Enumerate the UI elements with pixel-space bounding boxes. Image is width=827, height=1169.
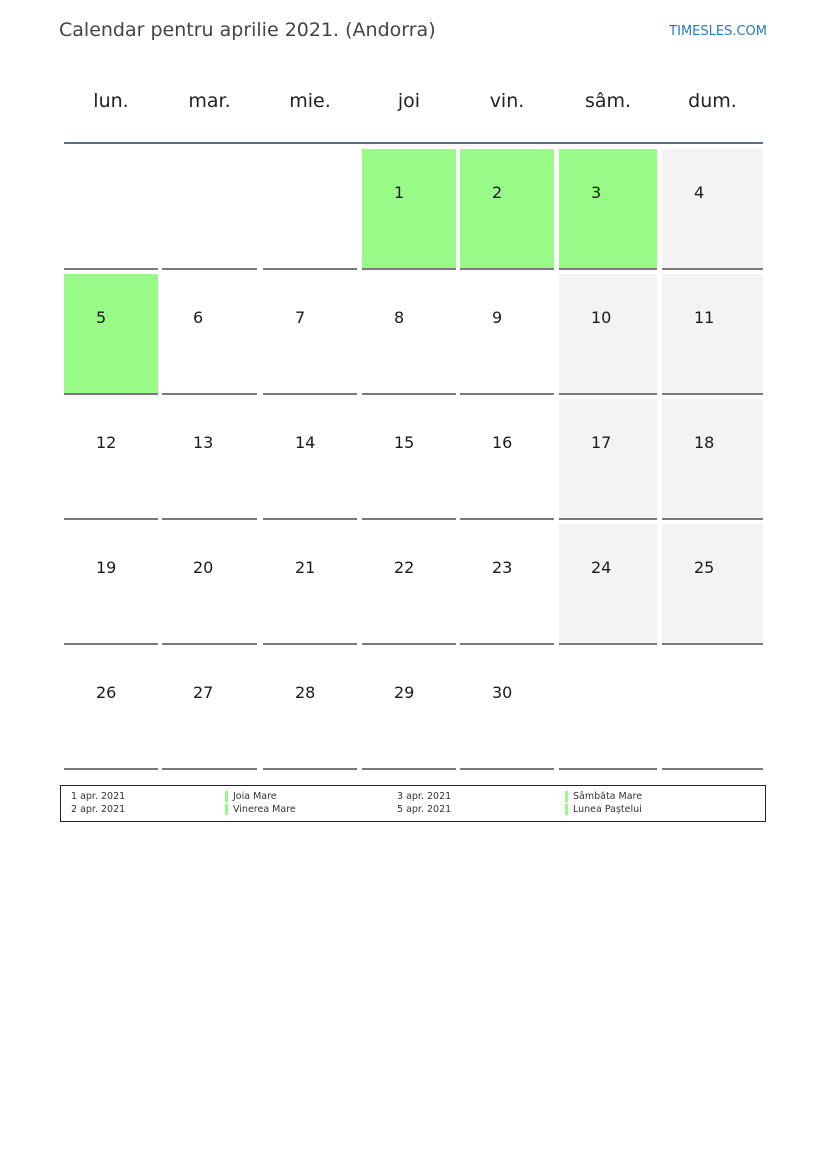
calendar-grid xyxy=(64,149,763,770)
weekday-label: joi xyxy=(397,90,421,112)
day-cell[interactable] xyxy=(559,274,657,395)
day-cell[interactable] xyxy=(362,649,456,770)
day-number: 4 xyxy=(694,183,705,202)
day-number: 1 xyxy=(394,183,405,202)
weekday-header xyxy=(64,90,763,120)
day-cell[interactable] xyxy=(263,649,357,770)
day-cell[interactable] xyxy=(460,274,554,395)
day-number: 7 xyxy=(295,308,306,327)
day-cell[interactable] xyxy=(559,524,657,645)
holiday-day-cell[interactable] xyxy=(64,274,158,395)
day-number: 21 xyxy=(295,558,316,577)
legend-date: 2 apr. 2021 xyxy=(71,804,126,815)
day-number: 28 xyxy=(295,683,316,702)
day-number: 6 xyxy=(193,308,204,327)
legend-color-marker xyxy=(565,791,568,802)
legend-color-marker xyxy=(565,804,568,815)
day-cell[interactable] xyxy=(662,524,763,645)
day-cell[interactable] xyxy=(263,524,357,645)
weekday-label: mie. xyxy=(289,90,331,112)
legend-holiday-name: Lunea Paștelui xyxy=(573,804,642,815)
day-number: 8 xyxy=(394,308,405,327)
holiday-day-cell[interactable] xyxy=(460,149,554,270)
day-cell[interactable] xyxy=(263,274,357,395)
legend-holiday-name: Sâmbăta Mare xyxy=(573,791,643,802)
day-cell[interactable] xyxy=(162,399,257,520)
day-cell[interactable] xyxy=(662,399,763,520)
day-number: 10 xyxy=(591,308,612,327)
day-number: 16 xyxy=(492,433,513,452)
day-number: 11 xyxy=(694,308,715,327)
day-number: 2 xyxy=(492,183,503,202)
day-cell[interactable] xyxy=(662,274,763,395)
day-cell[interactable] xyxy=(64,649,158,770)
day-cell[interactable] xyxy=(162,274,257,395)
day-cell[interactable] xyxy=(64,524,158,645)
day-cell[interactable] xyxy=(460,399,554,520)
holiday-legend xyxy=(60,785,766,822)
empty-day-cell xyxy=(162,149,257,270)
legend-date: 5 apr. 2021 xyxy=(397,804,452,815)
day-cell[interactable] xyxy=(162,649,257,770)
empty-day-cell xyxy=(559,649,657,770)
legend-holiday-name: Vinerea Mare xyxy=(233,804,296,815)
day-cell[interactable] xyxy=(362,274,456,395)
day-number: 17 xyxy=(591,433,612,452)
day-number: 29 xyxy=(394,683,415,702)
weekday-label: mar. xyxy=(188,90,231,112)
day-number: 20 xyxy=(193,558,214,577)
page-title: Calendar pentru aprilie 2021. (Andorra) xyxy=(59,19,436,41)
empty-day-cell xyxy=(64,149,158,270)
day-number: 24 xyxy=(591,558,612,577)
day-number: 23 xyxy=(492,558,513,577)
day-number: 25 xyxy=(694,558,715,577)
day-number: 5 xyxy=(96,308,107,327)
legend-holiday-name: Joia Mare xyxy=(233,791,277,802)
day-number: 12 xyxy=(96,433,117,452)
legend-color-marker xyxy=(225,804,228,815)
day-number: 3 xyxy=(591,183,602,202)
holiday-day-cell[interactable] xyxy=(559,149,657,270)
day-cell[interactable] xyxy=(662,149,763,270)
day-cell[interactable] xyxy=(64,399,158,520)
day-number: 18 xyxy=(694,433,715,452)
day-cell[interactable] xyxy=(162,524,257,645)
day-cell[interactable] xyxy=(460,524,554,645)
holiday-day-cell[interactable] xyxy=(362,149,456,270)
day-number: 26 xyxy=(96,683,117,702)
day-number: 15 xyxy=(394,433,415,452)
day-number: 30 xyxy=(492,683,513,702)
empty-day-cell xyxy=(263,149,357,270)
weekday-label: lun. xyxy=(93,90,129,112)
day-number: 13 xyxy=(193,433,214,452)
header-divider xyxy=(64,142,763,144)
day-number: 22 xyxy=(394,558,415,577)
brand-link[interactable]: TIMESLES.COM xyxy=(669,24,767,39)
legend-date: 3 apr. 2021 xyxy=(397,791,452,802)
day-cell[interactable] xyxy=(559,399,657,520)
day-cell[interactable] xyxy=(263,399,357,520)
weekday-label: vin. xyxy=(489,90,525,112)
empty-day-cell xyxy=(662,649,763,770)
day-cell[interactable] xyxy=(362,399,456,520)
legend-color-marker xyxy=(225,791,228,802)
weekday-label: dum. xyxy=(688,90,737,112)
day-number: 9 xyxy=(492,308,503,327)
weekday-label: sâm. xyxy=(584,90,632,112)
day-number: 14 xyxy=(295,433,316,452)
day-cell[interactable] xyxy=(460,649,554,770)
day-number: 19 xyxy=(96,558,117,577)
day-number: 27 xyxy=(193,683,214,702)
legend-date: 1 apr. 2021 xyxy=(71,791,126,802)
day-cell[interactable] xyxy=(362,524,456,645)
